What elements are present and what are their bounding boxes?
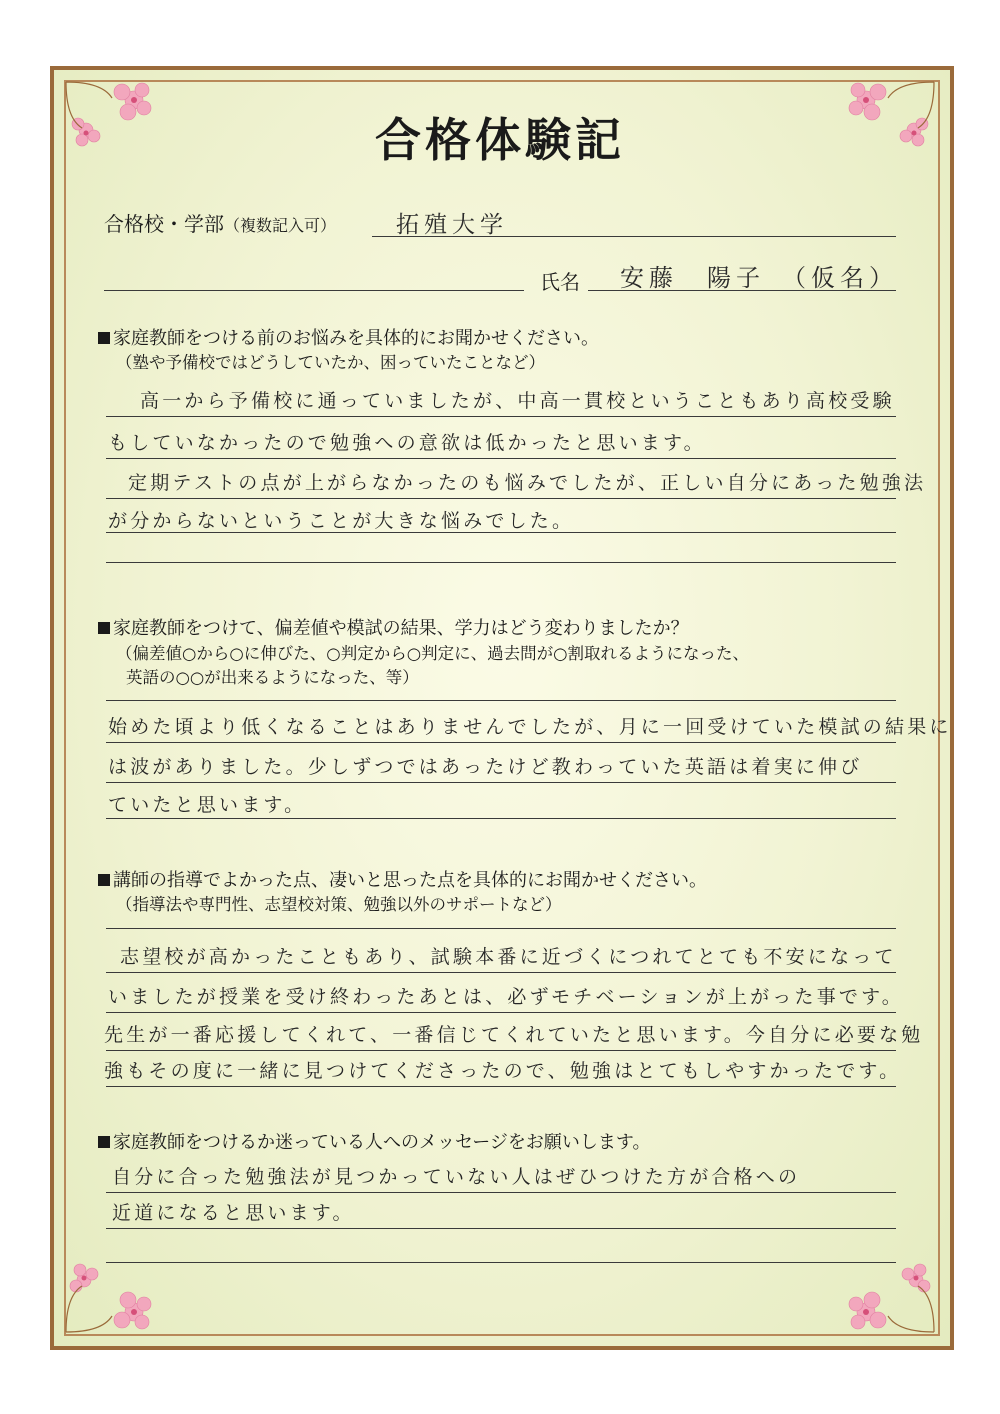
question-1-sub: （塾や予備校ではどうしていたか、困っていたことなど） xyxy=(116,353,545,372)
cherry-blossom-icon xyxy=(848,1246,938,1336)
bullet-square-icon xyxy=(98,1136,110,1148)
answer-line xyxy=(106,818,896,819)
answer-line xyxy=(106,562,896,563)
answer-line xyxy=(106,1086,896,1087)
question-1-text: 家庭教師をつける前のお悩みを具体的にお聞かせください。 xyxy=(113,328,599,349)
question-3-text: 講師の指導でよかった点、凄いと思った点を具体的にお聞かせください。 xyxy=(113,870,707,891)
answer-3-line-3: 先生が一番応援してくれて、一番信じてくれていたと思います。今自分に必要な勉 xyxy=(104,1024,924,1046)
answer-3-line-4: 強もその度に一緒に見つけてくださったので、勉強はとてもしやすかったです。 xyxy=(104,1060,902,1082)
question-2-text: 家庭教師をつけて、偏差値や模試の結果、学力はどう変わりましたか？ xyxy=(113,618,689,639)
answer-1-line-4: が分からないということが大きな悩みでした。 xyxy=(108,510,575,532)
bullet-square-icon xyxy=(98,874,110,886)
question-4-heading xyxy=(98,1128,650,1154)
cherry-blossom-icon xyxy=(62,1246,152,1336)
answer-line xyxy=(106,782,896,783)
answer-line xyxy=(106,1050,896,1051)
bullet-square-icon xyxy=(98,622,110,634)
answer-line xyxy=(106,1262,896,1263)
answer-line xyxy=(106,972,896,973)
answer-line xyxy=(106,742,896,743)
school-note: （複数記入可） xyxy=(224,216,337,235)
school-line xyxy=(372,236,896,237)
answer-line xyxy=(106,532,896,533)
answer-line xyxy=(106,928,896,929)
page-title: 合格体験記 xyxy=(375,113,625,167)
school-value: 拓殖大学 xyxy=(396,212,508,238)
answer-2-line-1: 始めた頃より低くなることはありませんでしたが、月に一回受けていた模試の結果に xyxy=(108,716,952,738)
school-label: 合格校・学部 xyxy=(104,212,224,236)
question-1-heading xyxy=(98,324,599,350)
answer-line xyxy=(106,1228,896,1229)
answer-line xyxy=(106,1192,896,1193)
question-2-sub-1: （偏差値○から○に伸びた、○判定から○判定に、過去問が○割取れるようになった、 xyxy=(116,644,749,663)
answer-2-line-2: は波がありました。少しずつではあったけど教わっていた英語は着実に伸び xyxy=(108,756,863,778)
answer-line xyxy=(106,700,896,701)
answer-line xyxy=(106,458,896,459)
answer-1-line-3: 定期テストの点が上がらなかったのも悩みでしたが、正しい自分にあった勉強法 xyxy=(128,472,927,494)
answer-line xyxy=(106,498,896,499)
name-value: 安藤 陽子 （仮名） xyxy=(620,264,898,292)
question-2-heading xyxy=(98,614,689,640)
question-2-sub-2: 英語の○○が出来るようになった、等） xyxy=(126,668,419,687)
answer-line xyxy=(106,1012,896,1013)
answer-line xyxy=(106,416,896,417)
question-3-sub: （指導法や専門性、志望校対策、勉強以外のサポートなど） xyxy=(116,895,562,914)
name-label: 氏名 xyxy=(540,270,580,294)
answer-1-line-1: 高一から予備校に通っていましたが、中高一貫校ということもあり高校受験 xyxy=(140,390,895,412)
answer-3-line-2: いましたが授業を受け終わったあとは、必ずモチベーションが上がった事です。 xyxy=(108,986,904,1008)
question-3-heading xyxy=(98,866,707,892)
answer-4-line-2: 近道になると思います。 xyxy=(112,1202,355,1224)
bullet-square-icon xyxy=(98,332,110,344)
answer-4-line-1: 自分に合った勉強法が見つかっていない人はぜひつけた方が合格への xyxy=(112,1166,801,1188)
blank-line xyxy=(104,290,524,291)
answer-2-line-3: ていたと思います。 xyxy=(108,794,307,816)
answer-1-line-2: もしていなかったので勉強への意欲は低かったと思います。 xyxy=(108,432,706,454)
question-4-text: 家庭教師をつけるか迷っている人へのメッセージをお願いします。 xyxy=(113,1132,651,1153)
name-line xyxy=(588,290,896,291)
answer-3-line-1: 志望校が高かったこともあり、試験本番に近づくにつれてとても不安になって xyxy=(120,946,897,968)
school-label-group xyxy=(104,208,336,237)
